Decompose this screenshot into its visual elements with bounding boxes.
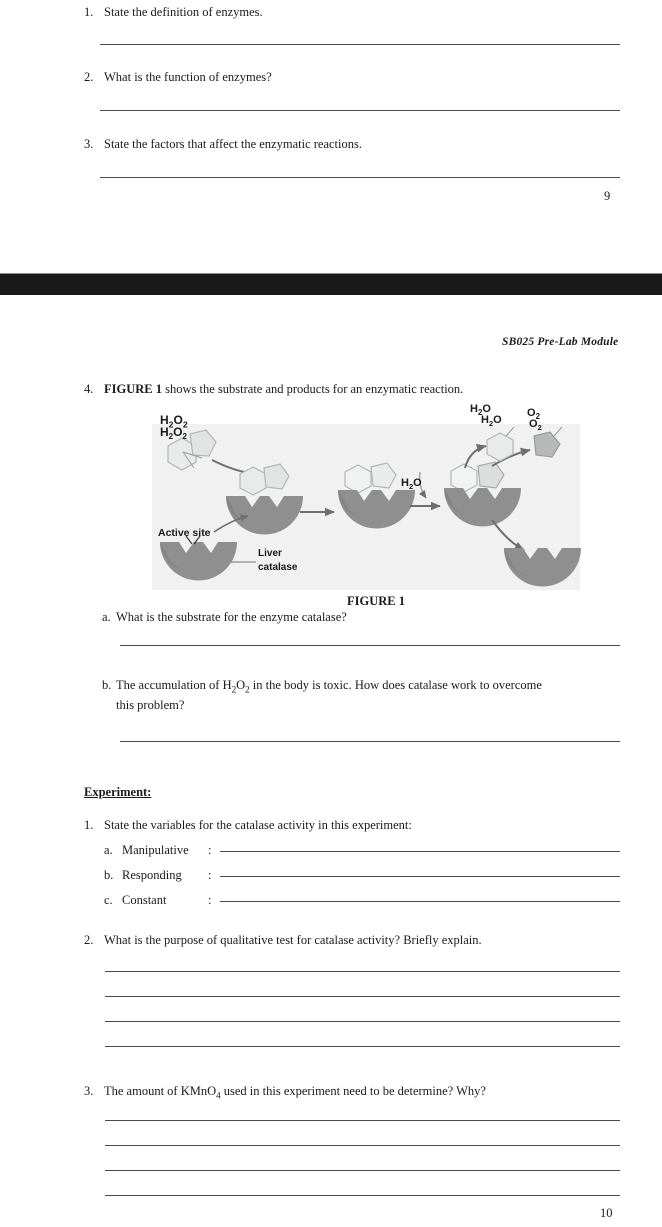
variable-letter: a. bbox=[104, 843, 113, 857]
question-number: 1. bbox=[84, 818, 94, 832]
variable-answer-line bbox=[220, 876, 620, 877]
variable-letter: b. bbox=[104, 868, 114, 882]
experiment-question-1 bbox=[84, 818, 604, 833]
question-item-4 bbox=[84, 382, 604, 397]
variable-colon: : bbox=[208, 843, 212, 857]
enzyme-reaction-diagram bbox=[152, 414, 580, 590]
question-text: State the variables for the catalase activity in this experiment: bbox=[104, 818, 412, 832]
question-number: 2. bbox=[84, 70, 94, 84]
question-text: State the factors that affect the enzymatic reactions. bbox=[104, 137, 362, 151]
label-liver: Liver bbox=[258, 548, 282, 559]
answer-line bbox=[105, 971, 620, 972]
sub-question-a bbox=[102, 610, 612, 625]
question-item bbox=[84, 70, 584, 85]
text-line2: this problem? bbox=[116, 697, 185, 712]
sub-question-letter: a. bbox=[102, 610, 111, 624]
variable-letter: c. bbox=[104, 893, 113, 907]
question-text bbox=[104, 1084, 486, 1104]
question-item bbox=[84, 5, 584, 20]
label-substrate: $H_2O_2$ bbox=[160, 425, 187, 441]
question-number: 2. bbox=[84, 933, 94, 947]
page-number-bottom: 10 bbox=[600, 1206, 613, 1220]
answer-line bbox=[100, 44, 620, 45]
variable-colon: : bbox=[208, 868, 212, 882]
variable-row-constant bbox=[104, 893, 620, 908]
question-number: 4. bbox=[84, 382, 94, 396]
question-number: 3. bbox=[84, 1084, 94, 1098]
variable-label: Responding bbox=[122, 868, 182, 882]
enzyme-catalase-3 bbox=[444, 462, 521, 527]
answer-line bbox=[100, 110, 620, 111]
answer-line bbox=[105, 996, 620, 997]
answer-line bbox=[100, 177, 620, 178]
chemical-formula: $H_2O_2$ bbox=[222, 678, 250, 695]
text-pre: The accumulation of bbox=[116, 678, 223, 692]
figure-label-substrate-top: $H_2O_2$ bbox=[160, 413, 188, 430]
question-text bbox=[104, 382, 463, 397]
page-number-top: 9 bbox=[604, 189, 611, 203]
answer-line bbox=[105, 1021, 620, 1022]
label-water-mid: $H_2O$ bbox=[401, 477, 422, 491]
experiment-heading: Experiment: bbox=[84, 785, 152, 799]
figure-reference: FIGURE 1 bbox=[104, 382, 162, 396]
experiment-question-2 bbox=[84, 933, 624, 948]
variable-answer-line bbox=[220, 851, 620, 852]
answer-line bbox=[105, 1120, 620, 1121]
text-post: used in this experiment need to be determine? Why? bbox=[220, 1084, 486, 1098]
sub-question-b bbox=[102, 678, 630, 713]
sub-question-letter: b. bbox=[102, 678, 112, 692]
variable-row-responding bbox=[104, 868, 620, 883]
label-active-site: Active site bbox=[158, 527, 211, 539]
text-post: in the body is toxic. How does catalase work to overcome bbox=[249, 678, 542, 692]
document-header: SB025 Pre-Lab Module bbox=[502, 336, 619, 348]
question-number: 3. bbox=[84, 137, 94, 151]
text-pre: The amount of bbox=[104, 1084, 181, 1098]
enzyme-catalase-4 bbox=[504, 548, 581, 587]
label-oxygen: $O_2$ bbox=[529, 418, 542, 432]
sub-question-text bbox=[116, 678, 542, 713]
question-text: What is the function of enzymes? bbox=[104, 70, 272, 84]
question-number: 1. bbox=[84, 5, 94, 19]
answer-line bbox=[105, 1195, 620, 1196]
figure-caption: FIGURE 1 bbox=[347, 594, 405, 608]
sub-question-text: What is the substrate for the enzyme catalase? bbox=[116, 610, 347, 624]
answer-line bbox=[120, 741, 620, 742]
product-oxygen-molecule bbox=[534, 432, 560, 457]
question-text-rest: shows the substrate and products for an enzymatic reaction. bbox=[162, 382, 464, 396]
answer-line bbox=[105, 1145, 620, 1146]
question-text: What is the purpose of qualitative test for catalase activity? Briefly explain. bbox=[104, 933, 482, 947]
scan-black-band bbox=[0, 274, 662, 295]
variable-answer-line bbox=[220, 901, 620, 902]
variable-label: Manipulative bbox=[122, 843, 189, 857]
figure-label-water-top: $H_2O$ bbox=[470, 403, 491, 418]
variable-row-manipulative bbox=[104, 843, 620, 858]
answer-line bbox=[105, 1170, 620, 1171]
question-item bbox=[84, 137, 584, 152]
variable-label: Constant bbox=[122, 893, 167, 907]
answer-line bbox=[105, 1046, 620, 1047]
label-water-product: $H_2O$ bbox=[481, 414, 502, 428]
figure-1-image bbox=[152, 414, 580, 590]
enzyme-catalase-labeled bbox=[160, 542, 237, 581]
question-text: State the definition of enzymes. bbox=[104, 5, 263, 19]
enzyme-catalase-1 bbox=[226, 496, 303, 535]
enzyme-recycle-arrow bbox=[492, 520, 524, 550]
experiment-question-3 bbox=[84, 1084, 624, 1104]
chemical-formula: KMnO$_4$ bbox=[180, 1084, 221, 1101]
substrate-molecule-approaching bbox=[240, 464, 289, 495]
figure-label-oxygen-top: $O_2$ bbox=[527, 407, 540, 422]
label-catalase: catalase bbox=[258, 562, 298, 573]
variable-colon: : bbox=[208, 893, 212, 907]
answer-line bbox=[120, 645, 620, 646]
enzyme-catalase-2 bbox=[338, 463, 415, 529]
